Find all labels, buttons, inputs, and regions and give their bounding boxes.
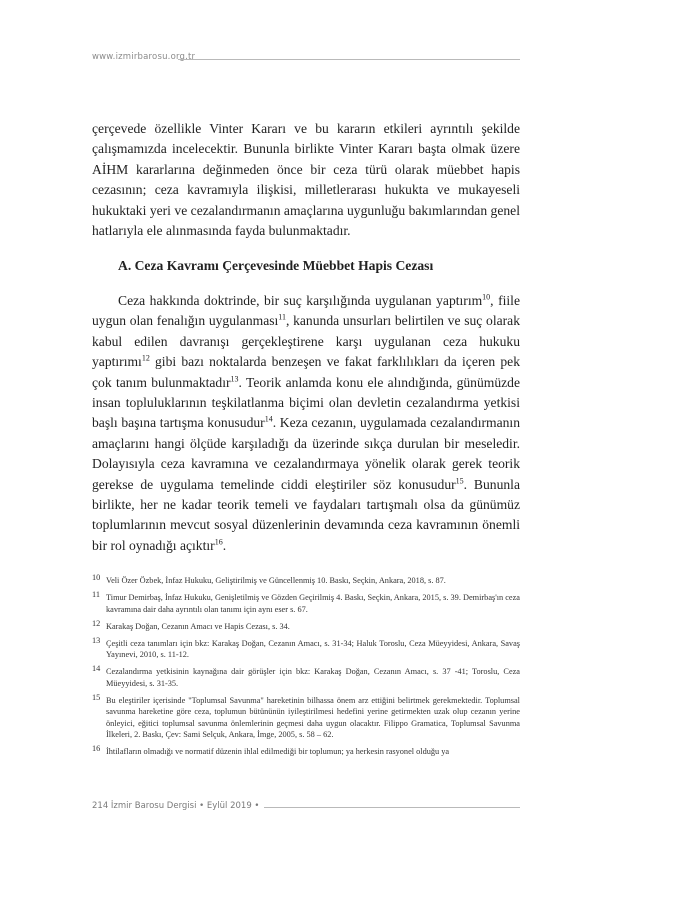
footnote-ref-13[interactable]: 13 bbox=[230, 374, 239, 384]
text-run: . bbox=[222, 537, 227, 553]
page-header bbox=[92, 52, 520, 66]
paragraph-ceza-text bbox=[92, 291, 520, 556]
footnote-text: Karakaş Doğan, Cezanın Amacı ve Hapis Cezası, s. 34. bbox=[106, 621, 290, 631]
footnote-number: 15 bbox=[92, 692, 101, 702]
text-run: gibi bazı noktalarda benzeşen ve fakat farklılıkları da içeren pek çok tanım bulunmaktadır bbox=[92, 354, 520, 390]
footnote-ref-14[interactable]: 14 bbox=[264, 414, 273, 424]
footnote-number: 14 bbox=[92, 664, 101, 673]
footnote-11 bbox=[92, 592, 520, 615]
footnote-15 bbox=[92, 692, 520, 741]
footnotes bbox=[92, 575, 520, 763]
text-run: , fiile uygun olan fenalığın uygulanması bbox=[92, 293, 520, 329]
footnote-ref-10[interactable]: 10 bbox=[482, 292, 491, 302]
footnote-number: 16 bbox=[92, 744, 101, 753]
footnote-text: Veli Özer Özbek, İnfaz Hukuku, Geliştirilmiş ve Güncellenmiş 10. Baskı, Seçkin, Ankara, 2018, s. 87. bbox=[106, 576, 446, 585]
text-run: . Teorik anlamda konu ele alındığında, günümüzde insan topluluklarının teşkilatlanma biçimi olan devletin cezalandırma yetkisi başlı başına tartışma konusudur bbox=[92, 374, 520, 431]
page-footer bbox=[92, 801, 520, 815]
footer-text: 214 İzmir Barosu Dergisi • Eylül 2019 • bbox=[92, 801, 260, 811]
footnote-10 bbox=[92, 575, 520, 587]
text-run: Ceza hakkında doktrinde, bir suç karşılığında uygulanan yaptırım bbox=[118, 293, 483, 308]
header-url[interactable]: www.izmirbarosu.org.tr bbox=[92, 52, 196, 62]
footnote-16 bbox=[92, 746, 520, 758]
footnote-text: Cezalandırma yetkisinin kaynağına dair görüşler için bkz: Karakaş Doğan, Cezanın Amacı, s. 37 -41; Toroslu, Ceza Müeyyidesi, s. 31-35. bbox=[106, 667, 520, 688]
footnote-ref-15[interactable]: 15 bbox=[455, 476, 464, 486]
paragraph-ceza bbox=[92, 291, 520, 556]
paragraph-intro bbox=[92, 119, 520, 241]
footnote-13 bbox=[92, 635, 520, 661]
footnote-ref-12[interactable]: 12 bbox=[141, 353, 150, 363]
footnote-number: 12 bbox=[92, 618, 101, 628]
footnote-ref-11[interactable]: 11 bbox=[278, 312, 286, 322]
text-run: . Keza cezanın, uygulamada cezalandırmanın amaçlarını hangi ölçüde karşıladığı da üzerinde sıkça durulan bir meseledir. Dolayısıyla ceza kavramına ve cezalandırmaya yönelik olarak gerek teorik gerekse de uygulama temelinde ciddi eleştiriler söz konusudur bbox=[92, 415, 520, 492]
section-heading: A. Ceza Kavramı Çerçevesinde Müebbet Hapis Cezası bbox=[118, 258, 434, 273]
footnote-number: 11 bbox=[92, 590, 100, 599]
footnote-ref-16[interactable]: 16 bbox=[214, 537, 223, 547]
footnote-14 bbox=[92, 666, 520, 689]
footnote-12 bbox=[92, 618, 520, 633]
footnote-text: İhtilafların olmadığı ve normatif düzenin ihlal edilmediği bir toplumun; ya herkesin rasyonel olduğu ya bbox=[106, 747, 450, 756]
footnote-number: 10 bbox=[92, 573, 101, 582]
footnote-text: Bu eleştiriler içerisinde "Toplumsal Savunma" hareketinin bilhassa önem arz ettiğini belirtmek gerekmektedir. Toplumsal savunma hareketine göre ceza, toplumun bütününün iyileştirilmesi hedefini yerine getirmekten uzak olup cezanın yerine önleyici, eğitici toplumsal savunma önlemlerinin geçmesi daha uygun olacaktır. Filippo Gramatica, Toplumsal Savunma İlkeleri, 2. Baskı, Çev: Sami Selçuk, Ankara, İmge, 2005, s. 58 – 62. bbox=[106, 695, 520, 739]
header-rule bbox=[178, 59, 520, 60]
footnote-text: Çeşitli ceza tanımları için bkz: Karakaş Doğan, Cezanın Amacı, s. 31-34; Haluk Toroslu, Ceza Müeyyidesi, Ankara, Savaş Yayınevi, 2010, s. 11-12. bbox=[106, 638, 520, 659]
paragraph-intro-text: çerçevede özellikle Vinter Kararı ve bu kararın etkileri ayrıntılı şekilde çalışmamızda incelecektir. Bununla birlikte Vinter Kararı başta olmak üzere AİHM kararlarına değinmeden önce bir ceza türü olarak müebbet hapis cezasının; ceza kavramıyla ilişkisi, milletlerarası hukukta ve mukayeseli hukuktaki yeri ve cezalandırmanın amaçlarına uygunluğu bakımlarından genel hatlarıyla ele alınmasında fayda bulunmaktadır. bbox=[92, 121, 520, 239]
footnote-number: 13 bbox=[92, 635, 101, 645]
footnote-text: Timur Demirbaş, İnfaz Hukuku, Genişletilmiş ve Gözden Geçirilmiş 4. Baskı, Seçkin, Ankara, 2015, s. 39. Demirbaş'ın ceza kavramına dair daha ayrıntılı olan tanımı için aynı eser s. 67. bbox=[106, 593, 520, 614]
text-run: , kanunda unsurları belirtilen ve suç olarak kabul edilen davranışı gerçekleştirene karşı uygulanan ceza hukuku yaptırımı bbox=[92, 313, 520, 370]
text-run: . Bununla birlikte, her ne kadar teorik temeli ve faydaları tartışmalı olsa da günümüz toplumlarının mevcut sosyal düzenlerinin devamında ceza kavramının önemli bir rol oynadığı açıktır bbox=[92, 476, 520, 553]
footer-rule bbox=[264, 807, 520, 808]
